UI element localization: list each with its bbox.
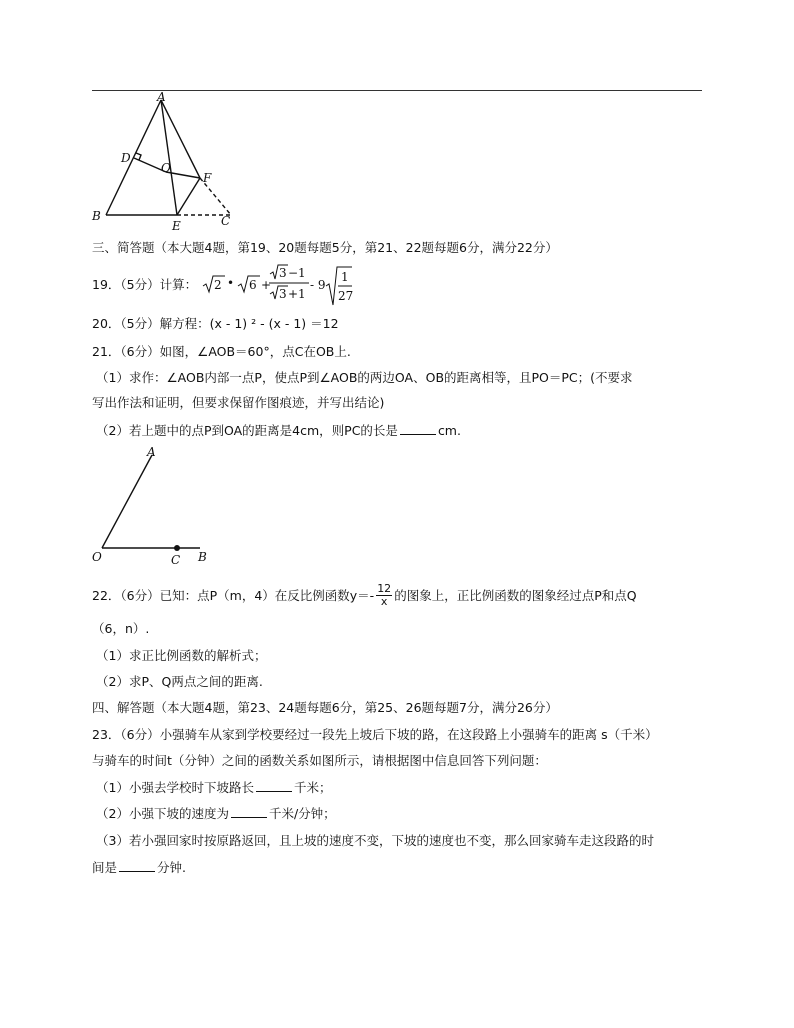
triangle-figure: [88, 92, 248, 232]
plus-op: +: [261, 278, 272, 292]
q21-line1: 21．（6分）如图，∠AOB＝60°，点C在OB上.: [92, 344, 351, 359]
den-sqrt3: 3: [279, 287, 287, 301]
header-rule: [92, 90, 702, 91]
den-tail: +1: [288, 287, 306, 301]
q22-fraction-den: x: [380, 595, 388, 608]
label-o: O: [92, 550, 102, 564]
q20-text: 20．（5分）解方程：(x - 1) ² - (x - 1) ＝12: [92, 316, 339, 331]
q23-sub1-unit: 千米；: [293, 780, 332, 795]
segment-ab: [106, 100, 161, 215]
q22-sub1: （1）求正比例函数的解析式；: [96, 648, 267, 663]
q21-line2: （1）求作：∠AOB内部一点P，使点P到∠AOB的两边OA、OB的距离相等，且PO＝PC；(不要求: [96, 370, 633, 385]
angle-figure: [88, 440, 218, 570]
label-a: A: [157, 92, 166, 104]
label-a: A: [147, 445, 156, 459]
label-f: F: [203, 171, 212, 185]
q21-line4-text: （2）若上题中的点P到OA的距离是4cm，则PC的长是: [96, 423, 398, 438]
q21-answer-blank[interactable]: [400, 423, 436, 435]
dot-op: •: [227, 276, 235, 290]
label-c: C: [221, 214, 231, 228]
q23-sub1-blank[interactable]: [256, 780, 292, 792]
num-sqrt3: 3: [279, 266, 287, 280]
label-b: B: [92, 209, 101, 223]
q23-sub2: [96, 806, 336, 822]
section4-header: 四、解答题（本大题4题，第23、24题每题6分，第25、26题每题7分，满分26分）: [92, 700, 558, 715]
sqrt2-value: 2: [214, 278, 222, 292]
q22-fraction: [376, 583, 392, 608]
label-c: C: [171, 553, 181, 567]
sqrt6-value: 6: [249, 278, 257, 292]
minus-nine: - 9: [310, 278, 326, 292]
q23-line1: 23．（6分）小强骑车从家到学校要经过一段先上坡后下坡的路，在这段路上小强骑车的距离 s（千米）: [92, 727, 658, 742]
q23-sub2-text: （2）小强下坡的速度为: [96, 806, 229, 821]
q23-sub3-unit: 分钟.: [157, 860, 186, 875]
q19-prefix: 19．（5分）计算：: [92, 277, 198, 292]
q23-sub3-text: 间是: [92, 860, 118, 875]
q22-fraction-num: 12: [377, 582, 392, 595]
q23-sub2-blank[interactable]: [231, 806, 267, 818]
section3-header: 三、简答题（本大题4题，第19、20题每题5分，第21、22题每题6分，满分22分）: [92, 240, 558, 255]
q22-line2: （6，n）.: [92, 621, 150, 636]
q23-sub1: [96, 780, 331, 796]
label-d: D: [121, 151, 131, 165]
q21-line4: [96, 423, 461, 439]
q19-expression: [200, 262, 360, 308]
label-b: B: [198, 550, 207, 564]
point-c: [174, 545, 180, 551]
label-o: O: [161, 161, 171, 175]
q23-sub1-text: （1）小强去学校时下坡路长: [96, 780, 254, 795]
ray-oa: [102, 455, 152, 548]
q22-line1: [92, 584, 637, 609]
q23-sub3-blank[interactable]: [119, 860, 155, 872]
label-e: E: [172, 219, 181, 232]
q21-line3: 写出作法和证明，但要求保留作图痕迹，并写出结论): [92, 395, 385, 410]
num-tail: −1: [288, 266, 306, 280]
q21-line4-unit: cm.: [437, 423, 461, 438]
q22-line1-text: 22．（6分）已知：点P（m，4）在反比例函数y＝-: [92, 588, 375, 603]
q23-line2: 与骑车的时间t（分钟）之间的函数关系如图所示，请根据图中信息回答下列问题：: [92, 753, 547, 768]
q23-sub3: （3）若小强回家时按原路返回，且上坡的速度不变，下坡的速度也不变，那么回家骑车走这段路的时: [96, 833, 654, 848]
inner-num: 1: [341, 270, 349, 284]
segment-ef: [177, 178, 200, 215]
q22-line1-tail: 的图象上，正比例函数的图象经过点P和点Q: [394, 588, 637, 603]
q22-sub2: （2）求P、Q两点之间的距离.: [96, 674, 263, 689]
inner-den: 27: [338, 289, 354, 303]
q23-sub3-cont: [92, 860, 186, 876]
q23-sub2-unit: 千米/分钟；: [268, 806, 336, 821]
